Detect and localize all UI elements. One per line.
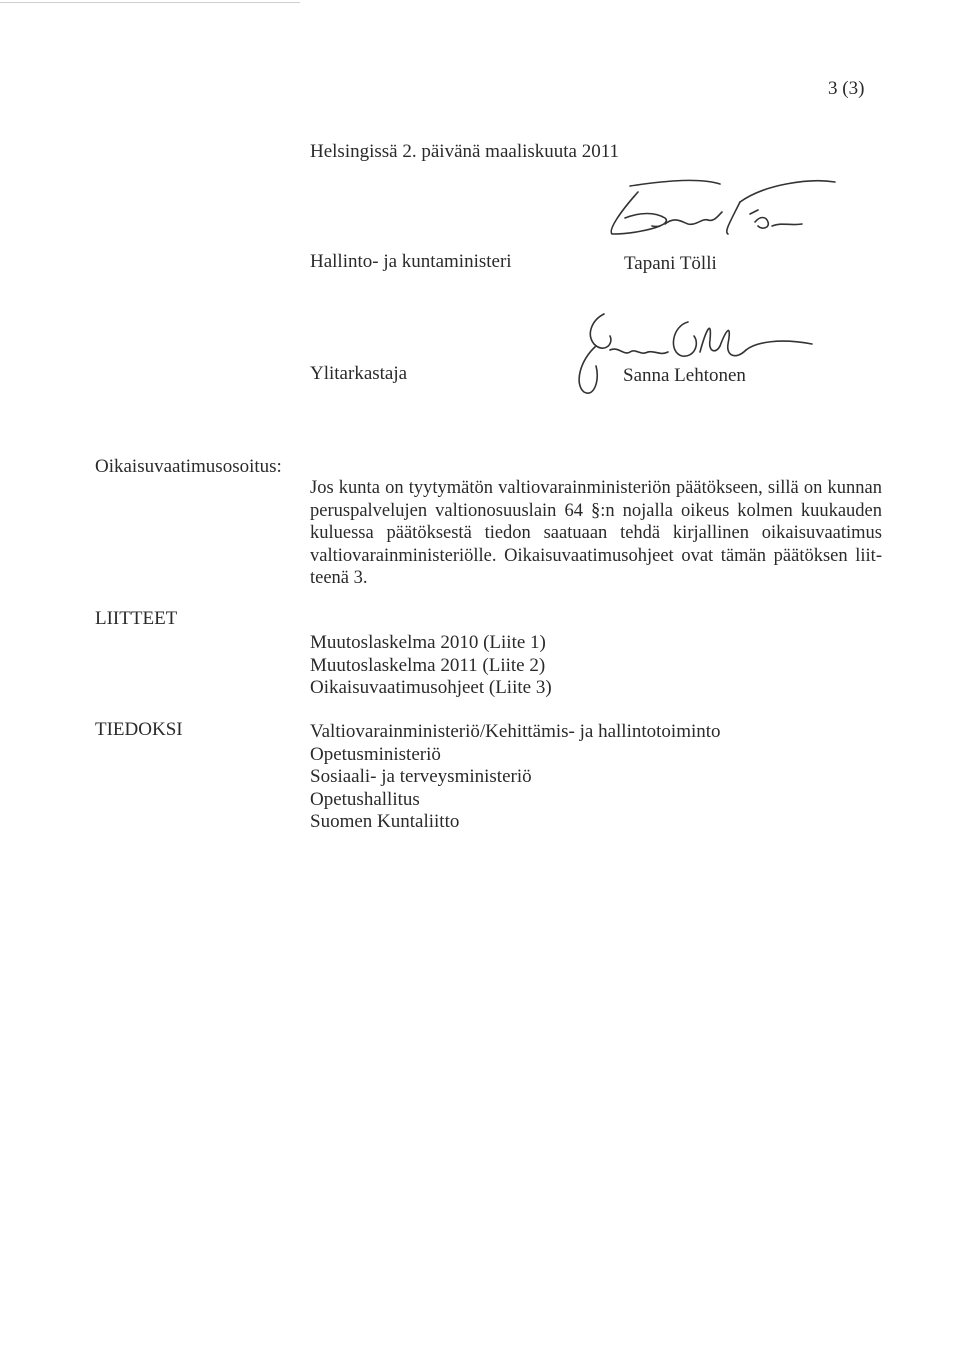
list-item: Sosiaali- ja terveysministeriö	[310, 766, 532, 787]
page-number: 3 (3)	[828, 78, 865, 99]
signer-name-minister: Tapani Tölli	[624, 253, 717, 274]
list-item: Suomen Kuntaliitto	[310, 811, 460, 832]
place-date: Helsingissä 2. päivänä maaliskuuta 2011	[310, 141, 620, 162]
signer-role-minister: Hallinto- ja kuntaministeri	[310, 251, 512, 272]
signature-lehtonen-icon	[560, 300, 820, 410]
distribution-list	[310, 721, 721, 834]
appeal-label: Oikaisuvaatimusosoitus:	[95, 456, 282, 477]
list-item: Muutoslaskelma 2011 (Liite 2)	[310, 654, 546, 676]
scan-artifact-line	[0, 2, 300, 3]
list-item: Opetushallitus	[310, 788, 420, 810]
list-item: Opetusministeriö	[310, 743, 441, 765]
signature-tolli-icon	[590, 172, 850, 244]
list-item: Oikaisuvaatimusohjeet (Liite 3)	[310, 677, 552, 698]
distribution-label: TIEDOKSI	[95, 719, 183, 740]
list-item: Valtiovarainministeriö/Kehittämis- ja hallintotoiminto	[310, 721, 721, 742]
attachments-label: LIITTEET	[95, 608, 178, 629]
signer-name-inspector: Sanna Lehtonen	[623, 365, 746, 386]
signer-role-inspector: Ylitarkastaja	[310, 363, 408, 384]
list-item: Muutoslaskelma 2010 (Liite 1)	[310, 632, 546, 653]
attachments-list	[310, 632, 552, 700]
appeal-text: Jos kunta on tyytymätön valtiovarainministeriön päätökseen, sillä on kunnan peruspalvelujen valtionosuuslain 64 §:n nojalla oikeus kolmen kuukauden kuluessa päätöksestä tiedon saatuaan tehdä kirjallinen oikaisuvaatimus valtiovarainministeriölle. Oikaisuvaatimusohjeet ovat tämän päätöksen liitteenä 3.	[310, 478, 882, 588]
